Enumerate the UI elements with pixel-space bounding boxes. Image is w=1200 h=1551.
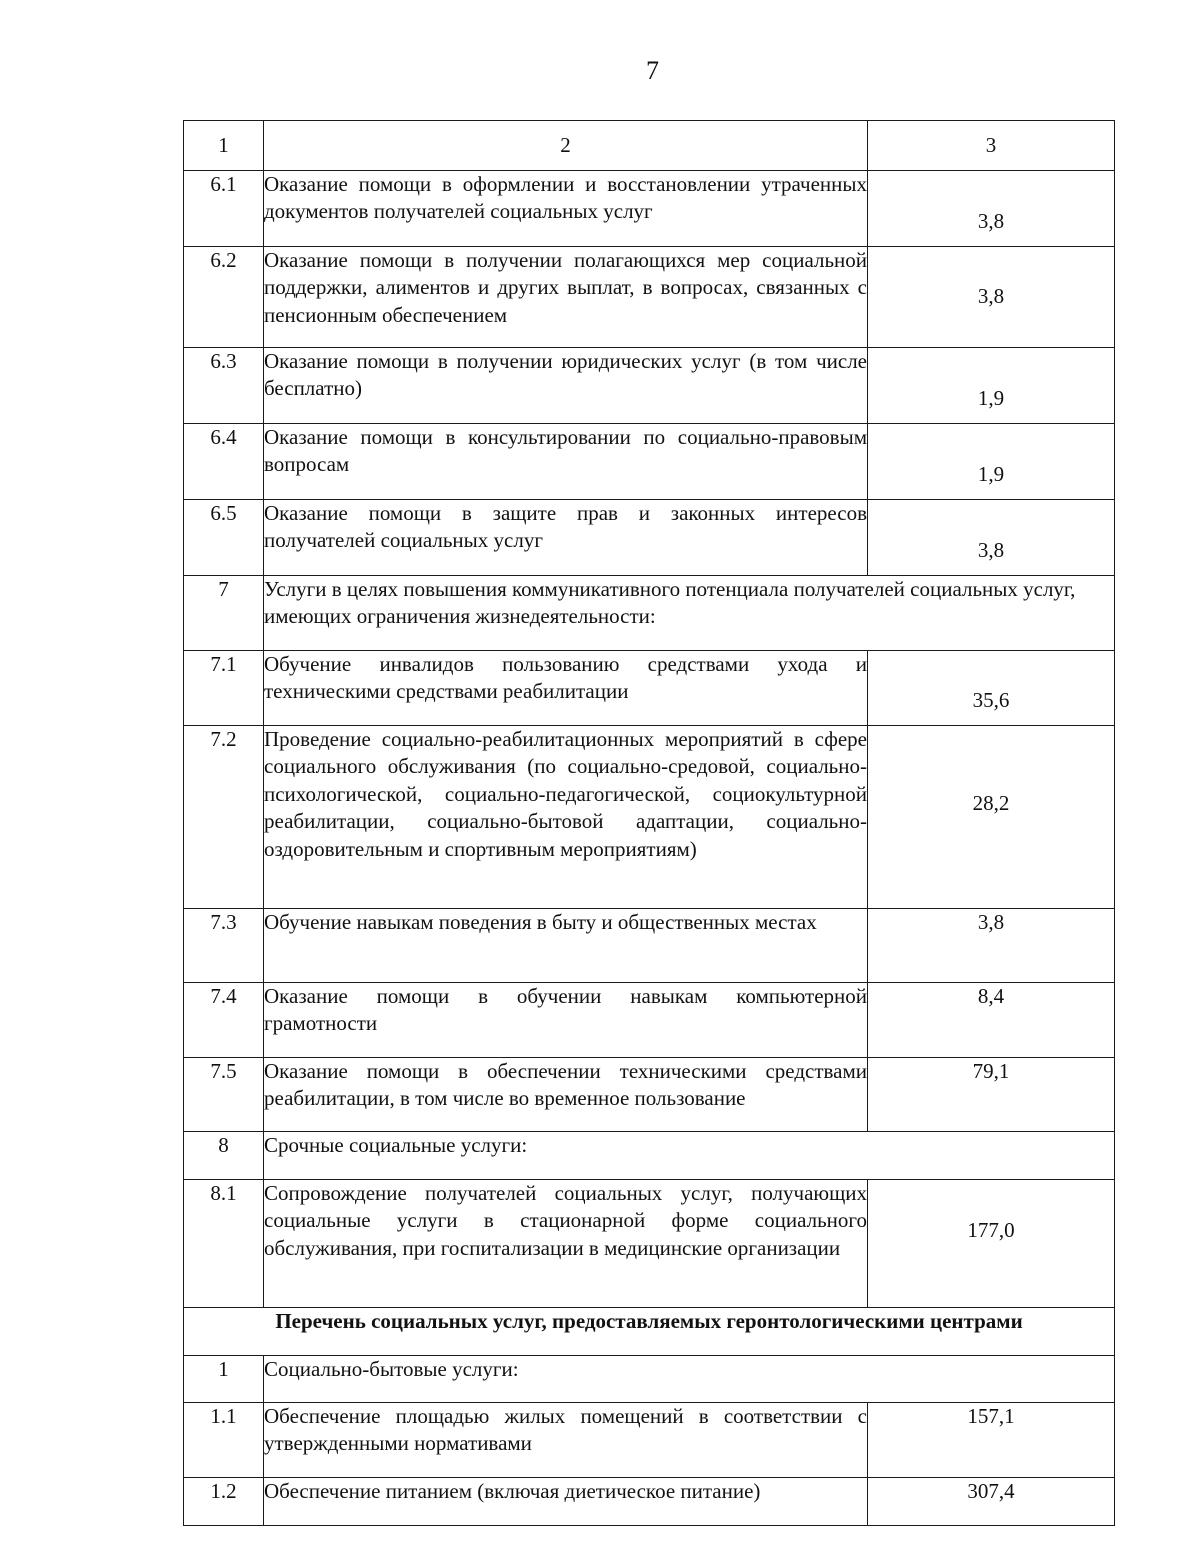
row-number: 7.4: [184, 982, 264, 1057]
row-value: 1,9: [868, 423, 1115, 499]
table-row: [184, 499, 1115, 575]
row-value: 3,8: [868, 499, 1115, 575]
row-number: 1.1: [184, 1402, 264, 1477]
row-text: Сопровождение получателей социальных услуг, получающих социальные услуги в стационарной форме социального обслуживания, при госпитализации в медицинские организации: [264, 1179, 868, 1307]
row-value: 177,0: [868, 1179, 1115, 1307]
row-text: Оказание помощи в защите прав и законных интересов получателей социальных услуг: [264, 499, 868, 575]
table-row: [184, 575, 1115, 650]
row-number: 6.3: [184, 347, 264, 423]
row-text: Обучение навыкам поведения в быту и общественных местах: [264, 908, 868, 982]
row-text: Оказание помощи в консультировании по социально-правовым вопросам: [264, 423, 868, 499]
row-text: Обучение инвалидов пользованию средствами ухода и техническими средствами реабилитации: [264, 650, 868, 725]
row-number: 6.2: [184, 246, 264, 347]
row-text: Оказание помощи в обеспечении техническими средствами реабилитации, в том числе во временное пользование: [264, 1057, 868, 1131]
table-row: [184, 347, 1115, 423]
table-row: [184, 423, 1115, 499]
table-header-row: [184, 121, 1115, 171]
row-text: Обеспечение площадью жилых помещений в соответствии с утвержденными нормативами: [264, 1402, 868, 1477]
row-text: Услуги в целях повышения коммуникативного потенциала получателей социальных услуг, имеющих ограничения жизнедеятельности:: [264, 575, 1115, 650]
table-row: [184, 1131, 1115, 1179]
row-number: 1.2: [184, 1477, 264, 1525]
row-number: 7.1: [184, 650, 264, 725]
row-text: Оказание помощи в обучении навыкам компьютерной грамотности: [264, 982, 868, 1057]
services-table: [183, 120, 1115, 1526]
row-number: 6.4: [184, 423, 264, 499]
header-col-3: 3: [868, 121, 1115, 171]
row-value: 3,8: [868, 246, 1115, 347]
row-number: 7: [184, 575, 264, 650]
table-row: [184, 650, 1115, 725]
row-text: Оказание помощи в получении полагающихся мер социальной поддержки, алиментов и других выплат, в вопросах, связанных с пенсионным обеспечением: [264, 246, 868, 347]
section-heading: Перечень социальных услуг, предоставляемых геронтологическими центрами: [184, 1307, 1115, 1355]
table-row: [184, 982, 1115, 1057]
row-value: 3,8: [868, 170, 1115, 246]
row-number: 6.1: [184, 170, 264, 246]
row-number: 7.3: [184, 908, 264, 982]
row-value: 3,8: [868, 908, 1115, 982]
header-col-1: 1: [184, 121, 264, 171]
table-row: [184, 170, 1115, 246]
row-text: Обеспечение питанием (включая диетическое питание): [264, 1477, 868, 1525]
row-text: Оказание помощи в получении юридических услуг (в том числе бесплатно): [264, 347, 868, 423]
table-row: [184, 1179, 1115, 1307]
table-row: [184, 908, 1115, 982]
row-number: 8: [184, 1131, 264, 1179]
table-row: [184, 1402, 1115, 1477]
table-row: [184, 246, 1115, 347]
row-text: Срочные социальные услуги:: [264, 1131, 1115, 1179]
row-value: 8,4: [868, 982, 1115, 1057]
row-number: 1: [184, 1355, 264, 1402]
row-text: Оказание помощи в оформлении и восстановлении утраченных документов получателей социальных услуг: [264, 170, 868, 246]
row-number: 7.5: [184, 1057, 264, 1131]
table-row: [184, 1355, 1115, 1402]
row-value: 35,6: [868, 650, 1115, 725]
row-value: 1,9: [868, 347, 1115, 423]
row-value: 28,2: [868, 725, 1115, 908]
row-value: 79,1: [868, 1057, 1115, 1131]
row-value: 157,1: [868, 1402, 1115, 1477]
row-number: 7.2: [184, 725, 264, 908]
row-value: 307,4: [868, 1477, 1115, 1525]
page-number: 7: [646, 56, 659, 85]
table-row: [184, 725, 1115, 908]
section-heading-row: [184, 1307, 1115, 1355]
header-col-2: 2: [264, 121, 868, 171]
row-number: 8.1: [184, 1179, 264, 1307]
row-text: Социально-бытовые услуги:: [264, 1355, 1115, 1402]
row-number: 6.5: [184, 499, 264, 575]
table-row: [184, 1477, 1115, 1525]
table-row: [184, 1057, 1115, 1131]
row-text: Проведение социально-реабилитационных мероприятий в сфере социального обслуживания (по социально-средовой, социально-психологической, социально-педагогической, социокультурной реабилитации, социально-бытовой адаптации, социально-оздоровительным и спортивным мероприятиям): [264, 725, 868, 908]
